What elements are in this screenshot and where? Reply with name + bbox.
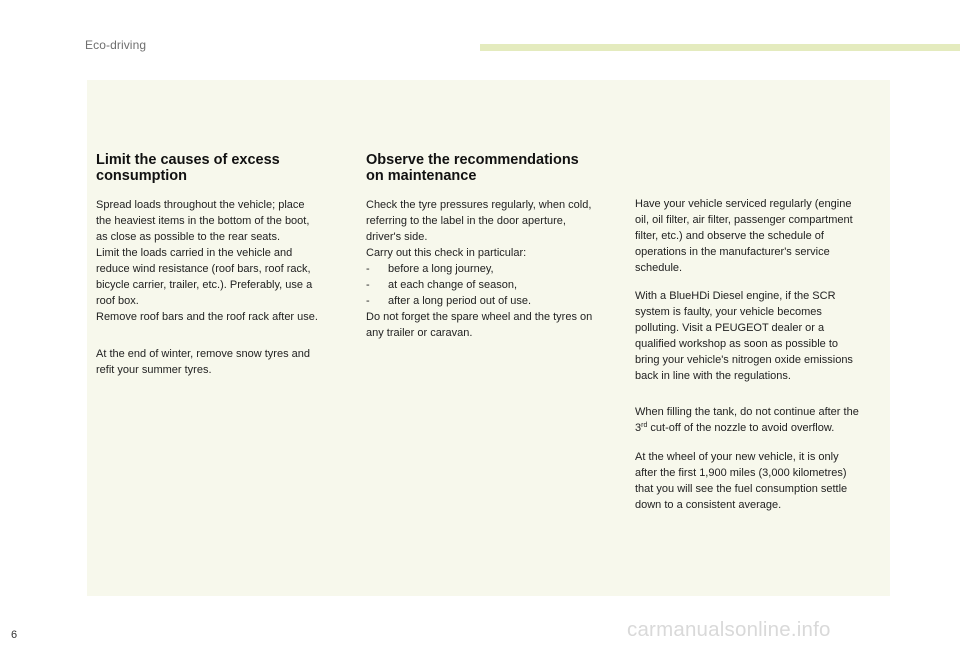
list-dash: -	[366, 279, 370, 291]
list-dash: -	[366, 295, 370, 307]
filling-tank-line1: When filling the tank, do not continue after the	[635, 406, 859, 418]
paragraph-spare-wheel: Do not forget the spare wheel and the tyres on any trailer or caravan.	[366, 311, 593, 339]
list-dash: -	[366, 263, 370, 275]
list-item-text: before a long journey,	[388, 263, 494, 275]
filling-tank-rest: cut-off of the nozzle to avoid overflow.	[647, 422, 835, 434]
paragraph-filling-tank	[635, 404, 885, 436]
paragraph-winter-tyres: At the end of winter, remove snow tyres and refit your summer tyres.	[96, 348, 311, 376]
header-accent-bar	[480, 44, 960, 51]
column-maintenance	[366, 152, 622, 341]
section-title: Eco-driving	[85, 38, 147, 52]
column-load-reduction	[96, 152, 346, 378]
list-item	[366, 261, 622, 277]
list-item-text: after a long period out of use.	[388, 295, 532, 307]
watermark: carmanualsonline.info	[627, 618, 831, 641]
filling-tank-ordinal: 3	[635, 422, 642, 434]
page-number: 6	[11, 629, 18, 641]
paragraph-servicing: Have your vehicle serviced regularly (engine oil, oil filter, air filter, passenger compartment filter, etc.) and observe the schedule of operations in the manufacturer's service schedule.	[635, 198, 853, 274]
heading-maintenance: Observe the recommendations on maintenance	[366, 152, 579, 184]
list-item	[366, 277, 622, 293]
list-item-text: at each change of season,	[388, 279, 518, 291]
paragraph-bluehdi-scr: With a BlueHDi Diesel engine, if the SCR system is faulty, your vehicle becomes polluting. Visit a PEUGEOT dealer or a qualified workshop as soon as possible to bring your vehicle's nitrogen oxide emissions back in line with the regulations.	[635, 290, 853, 382]
filling-tank-ordinal-suffix: rd	[641, 422, 648, 429]
list-item	[366, 293, 622, 309]
column-servicing	[635, 196, 885, 513]
paragraph-fuel-consumption: At the wheel of your new vehicle, it is only after the first 1,900 miles (3,000 kilometres) that you will see the fuel consumption settle down to a consistent average.	[635, 451, 848, 511]
heading-limit-consumption: Limit the causes of excess consumption	[96, 152, 280, 184]
paragraph-spread-loads: Spread loads throughout the vehicle; place the heaviest items in the bottom of the boot, as close as possible to the rear seats. Limit the loads carried in the vehicle and reduce wind resistance (roof bars, roof rack, bicycle carrier, trailer, etc.). Preferably, use a roof box. Remove roof bars and the roof rack after use.	[96, 199, 318, 323]
paragraph-tyre-pressure: Check the tyre pressures regularly, when cold, referring to the label in the door aperture, driver's side. Carry out this check in particular:	[366, 199, 592, 259]
